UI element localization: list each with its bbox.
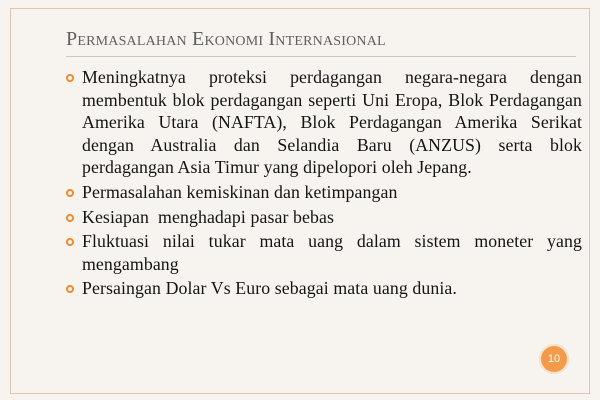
bullet-item-4 [62,230,582,275]
bullet-item-2 [62,181,582,204]
slide-title: Permasalahan Ekonomi Internasional [66,28,386,50]
bullet-text-4: Fluktuasi nilai tukar mata uang dalam sistem moneter yang mengambang [82,231,582,274]
bullet-item-5 [62,277,582,300]
bullet-circle-icon [66,285,74,293]
bullet-circle-icon [66,238,74,246]
bullet-list [62,66,582,300]
bullet-text-1: Meningkatnya proteksi perdagangan negara-negara dengan membentuk blok perdagangan seperti Uni Eropa, Blok Perdagangan Amerika Utara (NAFTA), Blok Perdagangan Amerika Serikat dengan Australia dan Selandia Baru (ANZUS) serta blok perdagangan Asia Timur yang dipelopori oleh Jepang. [82,67,582,178]
bullet-circle-icon [66,214,74,222]
bullet-text-5: Persaingan Dolar Vs Euro sebagai mata uang dunia. [82,278,457,299]
bullet-text-2: Permasalahan kemiskinan dan ketimpangan [82,181,398,202]
slide-content [62,66,582,302]
title-divider [66,56,576,57]
bullet-circle-icon [66,74,74,82]
bullet-item-1 [62,66,582,179]
bullet-text-3: Kesiapan menghadapi pasar bebas [82,206,335,227]
title-area [66,22,566,64]
bullet-circle-icon [66,189,74,197]
bullet-item-3 [62,206,582,229]
page-number-badge: 10 [539,344,569,374]
